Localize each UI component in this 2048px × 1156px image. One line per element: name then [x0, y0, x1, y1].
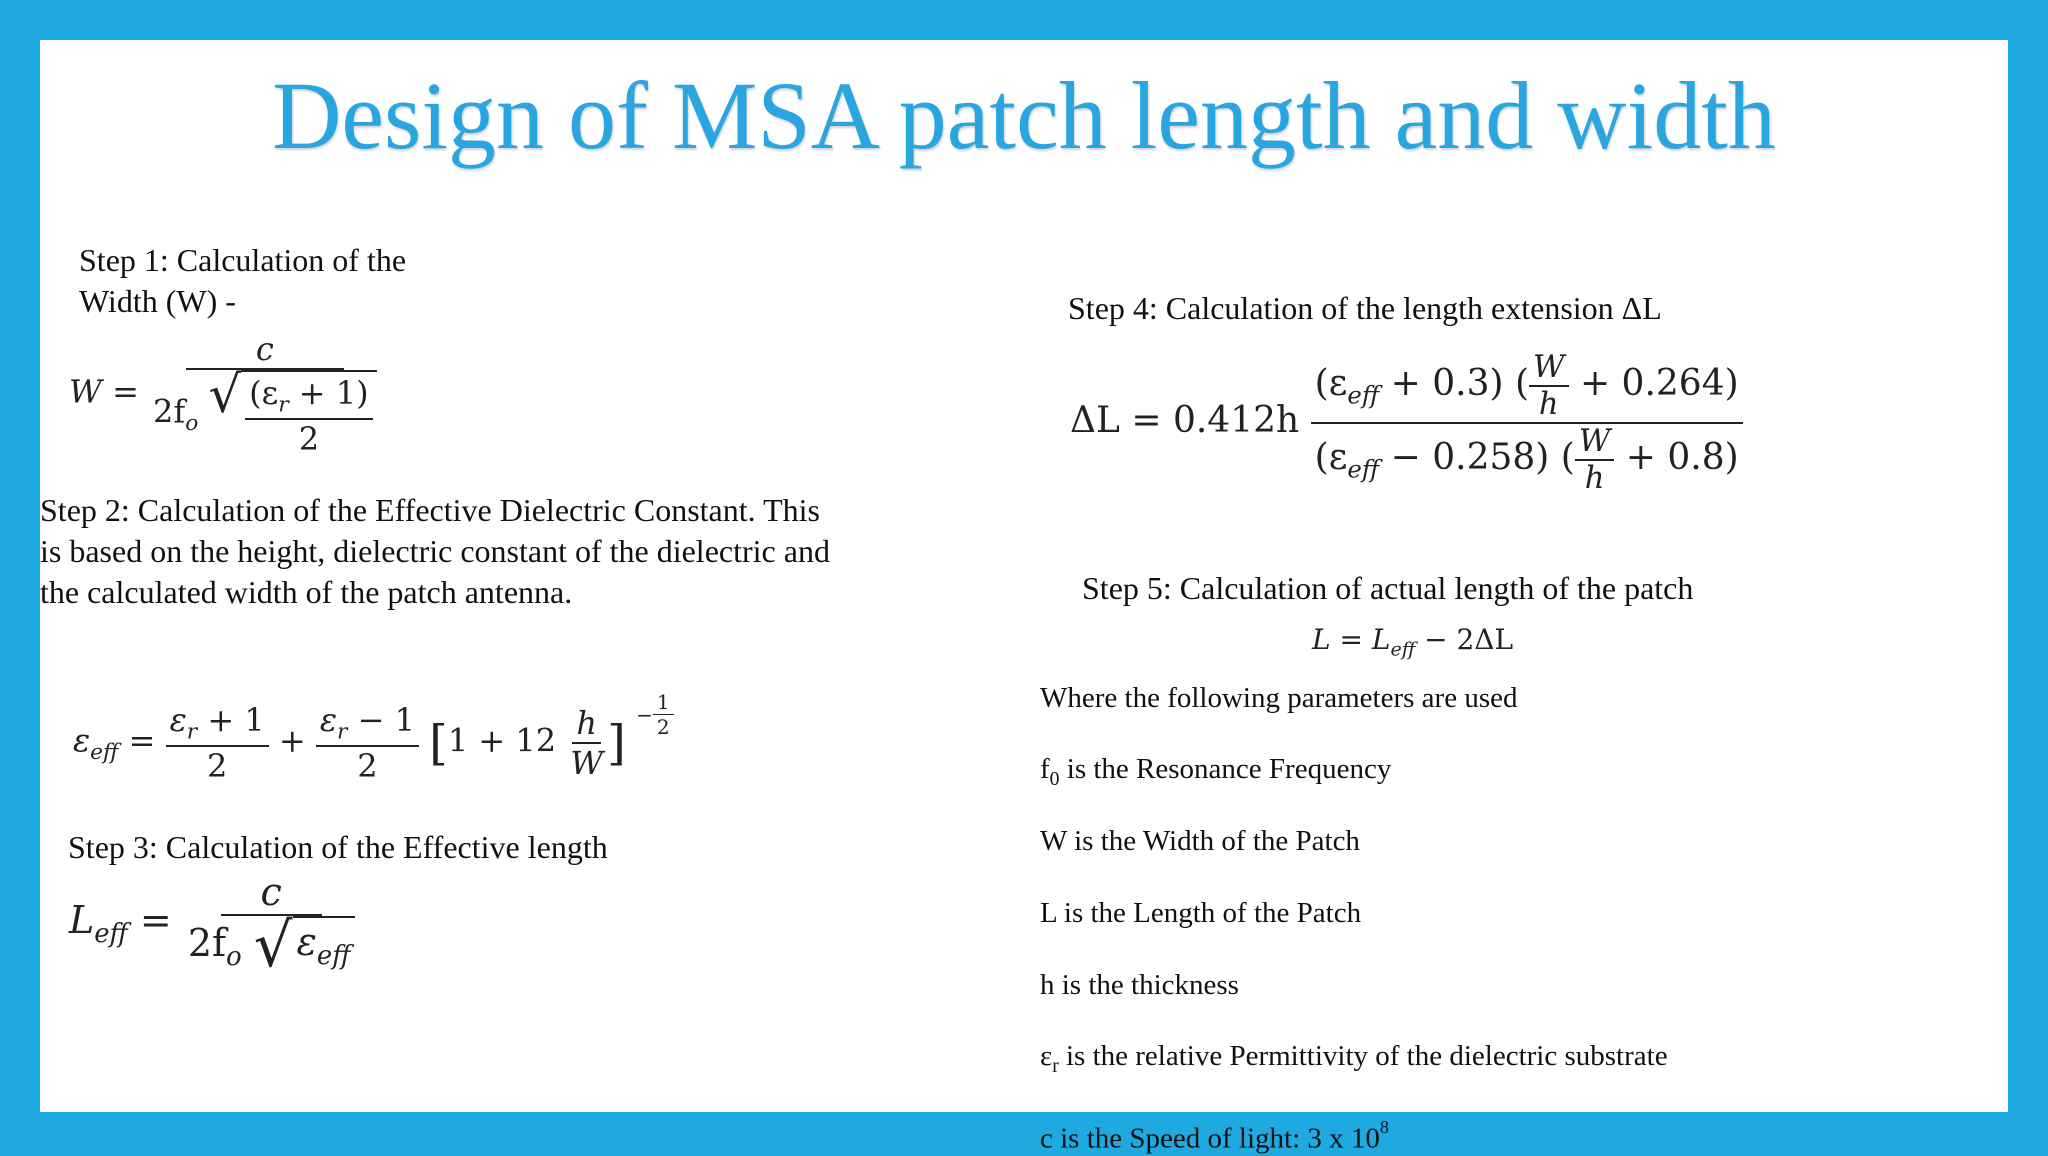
leff-rad-sub: eff	[316, 941, 351, 972]
param-er-sym: ε	[1040, 1040, 1053, 1072]
eeff-exp-minus: −	[636, 702, 653, 727]
dl-lhs: ΔL = 0.412h	[1070, 400, 1300, 441]
dl-num-a-sub: eff	[1347, 380, 1380, 410]
leff-fraction	[184, 870, 359, 981]
dl-den-a-post: − 0.258)	[1379, 437, 1550, 478]
leff-num: c	[221, 870, 322, 916]
dl-den-b-post: + 0.8)	[1614, 437, 1739, 478]
eeff-t1-post: + 1	[197, 701, 265, 740]
w-lhs: W =	[69, 372, 139, 411]
step2-line3: the calculated width of the patch antenna.	[40, 574, 573, 610]
param-h: h is the thickness	[1040, 969, 1239, 1001]
param-c-exp: 8	[1379, 1117, 1389, 1137]
eeff-t1-eps: ε	[169, 701, 187, 740]
leff-den-sub: o	[226, 941, 242, 972]
w-inner-den: 2	[298, 419, 320, 458]
l-post: − 2ΔL	[1415, 623, 1514, 656]
l-lhs: L = L	[1312, 623, 1391, 656]
eeff-bracket-open: [	[429, 715, 448, 771]
delta-l-formula	[1070, 350, 1743, 496]
dl-fraction	[1311, 350, 1743, 496]
param-c-text: c is the Speed of light: 3 x 10	[1040, 1122, 1380, 1155]
dl-num-h: h	[1538, 387, 1559, 422]
eeff-lhs-sub: eff	[90, 740, 119, 766]
param-er	[1040, 1038, 1668, 1084]
param-w: W is the Width of the Patch	[1040, 825, 1360, 857]
param-f0-text: is the Resonance Frequency	[1059, 753, 1392, 785]
w-den-pre: 2f	[153, 392, 186, 431]
param-l: L is the Length of the Patch	[1040, 897, 1362, 929]
leff-sqrt-body	[293, 916, 355, 977]
leff-formula	[69, 870, 359, 981]
param-f0-sym: f	[1040, 753, 1050, 785]
eeff-h: h	[572, 704, 601, 744]
step2-line1: Step 2: Calculation of the Effective Dielectric Constant. This	[40, 492, 820, 528]
eeff-t2-sub: r	[337, 719, 348, 745]
eeff-w: W	[570, 744, 604, 782]
sqrt-radical-icon: √	[253, 911, 293, 981]
param-f0-sub: 0	[1049, 767, 1060, 790]
leff-lhs: L	[69, 897, 95, 942]
dl-den-h: h	[1584, 461, 1605, 496]
eeff-bracket-close: ]	[607, 715, 626, 771]
dl-num	[1311, 350, 1743, 424]
eeff-exponent	[636, 690, 674, 739]
leff-lhs-sub: eff	[94, 918, 128, 949]
param-er-sub: r	[1052, 1054, 1059, 1077]
eeff-t1-num	[166, 701, 269, 747]
step3-heading: Step 3: Calculation of the Effective length	[68, 829, 608, 865]
leff-den	[184, 911, 359, 981]
step1-line2: Width (W) -	[79, 283, 236, 319]
step2-line2: is based on the height, dielectric constant of the dielectric and	[40, 533, 830, 569]
eeff-exp-num: 1	[653, 690, 674, 715]
leff-den-pre: 2f	[187, 920, 227, 965]
dl-num-b-post: + 0.264)	[1568, 363, 1739, 404]
eeff-term2	[316, 701, 419, 785]
slide	[40, 40, 2008, 1155]
eeff-t2-num	[316, 701, 419, 747]
w-inner-num	[245, 374, 372, 420]
dl-den-a-sub: eff	[1347, 454, 1380, 484]
eeff-term1	[166, 701, 269, 785]
dl-den-wh	[1575, 424, 1614, 496]
w-den-sub: o	[185, 410, 199, 436]
eeff-t2-eps: ε	[319, 701, 338, 740]
width-formula	[69, 330, 381, 458]
w-inner-fraction	[245, 374, 372, 458]
dl-num-w: W	[1529, 350, 1568, 387]
eeff-exp-den: 2	[656, 715, 670, 739]
w-sqrt-body	[241, 370, 376, 458]
leff-eq: =	[127, 897, 172, 942]
w-fraction	[149, 330, 381, 458]
eeff-t2-post: − 1	[347, 701, 415, 740]
step1-heading	[79, 240, 406, 322]
param-er-text: is the relative Permittivity of the dielectric substrate	[1058, 1040, 1668, 1072]
leff-rad: ε	[296, 920, 317, 964]
eeff-plus: +	[278, 721, 306, 760]
dl-den-a: (ε	[1314, 437, 1348, 478]
eeff-t1-sub: r	[186, 719, 198, 745]
dl-den-b-open: (	[1560, 437, 1575, 478]
step1-line1: Step 1: Calculation of the	[79, 242, 407, 278]
w-sqrt	[208, 365, 377, 458]
eeff-lhs: ε	[73, 721, 91, 760]
step5-heading: Step 5: Calculation of actual length of the patch	[1082, 570, 1694, 606]
eeff-hw-fraction	[566, 704, 607, 782]
step2-heading	[40, 490, 830, 613]
params-intro: Where the following parameters are used	[1040, 682, 1518, 714]
dl-den-w: W	[1575, 424, 1614, 461]
sqrt-radical-icon: √	[208, 365, 242, 425]
slide-title: Design of MSA patch length and width	[272, 62, 1776, 169]
w-rad-num-post: + 1)	[288, 374, 369, 412]
eeff-t2-den: 2	[357, 746, 378, 785]
eeff-formula	[73, 690, 674, 785]
dl-num-a-post: + 0.3)	[1379, 363, 1504, 404]
l-formula	[1312, 623, 1513, 661]
w-denominator	[149, 365, 381, 458]
eeff-eq: =	[118, 721, 156, 760]
l-sub: eff	[1390, 638, 1416, 661]
dl-num-wh	[1529, 350, 1568, 422]
param-c	[1040, 1109, 1389, 1156]
dl-num-b-open: (	[1515, 363, 1530, 404]
eeff-exp-frac	[653, 690, 674, 739]
dl-num-a: (ε	[1314, 363, 1348, 404]
param-f0	[1040, 751, 1391, 797]
dl-den	[1311, 424, 1743, 496]
leff-sqrt	[253, 911, 355, 981]
w-rad-num: (ε	[249, 374, 279, 412]
eeff-bracket-inner: 1 + 12	[447, 721, 557, 760]
w-rad-num-sub: r	[278, 392, 289, 418]
w-numerator: c	[186, 330, 344, 370]
eeff-t1-den: 2	[206, 746, 228, 785]
step4-heading: Step 4: Calculation of the length extension ΔL	[1068, 290, 1662, 326]
